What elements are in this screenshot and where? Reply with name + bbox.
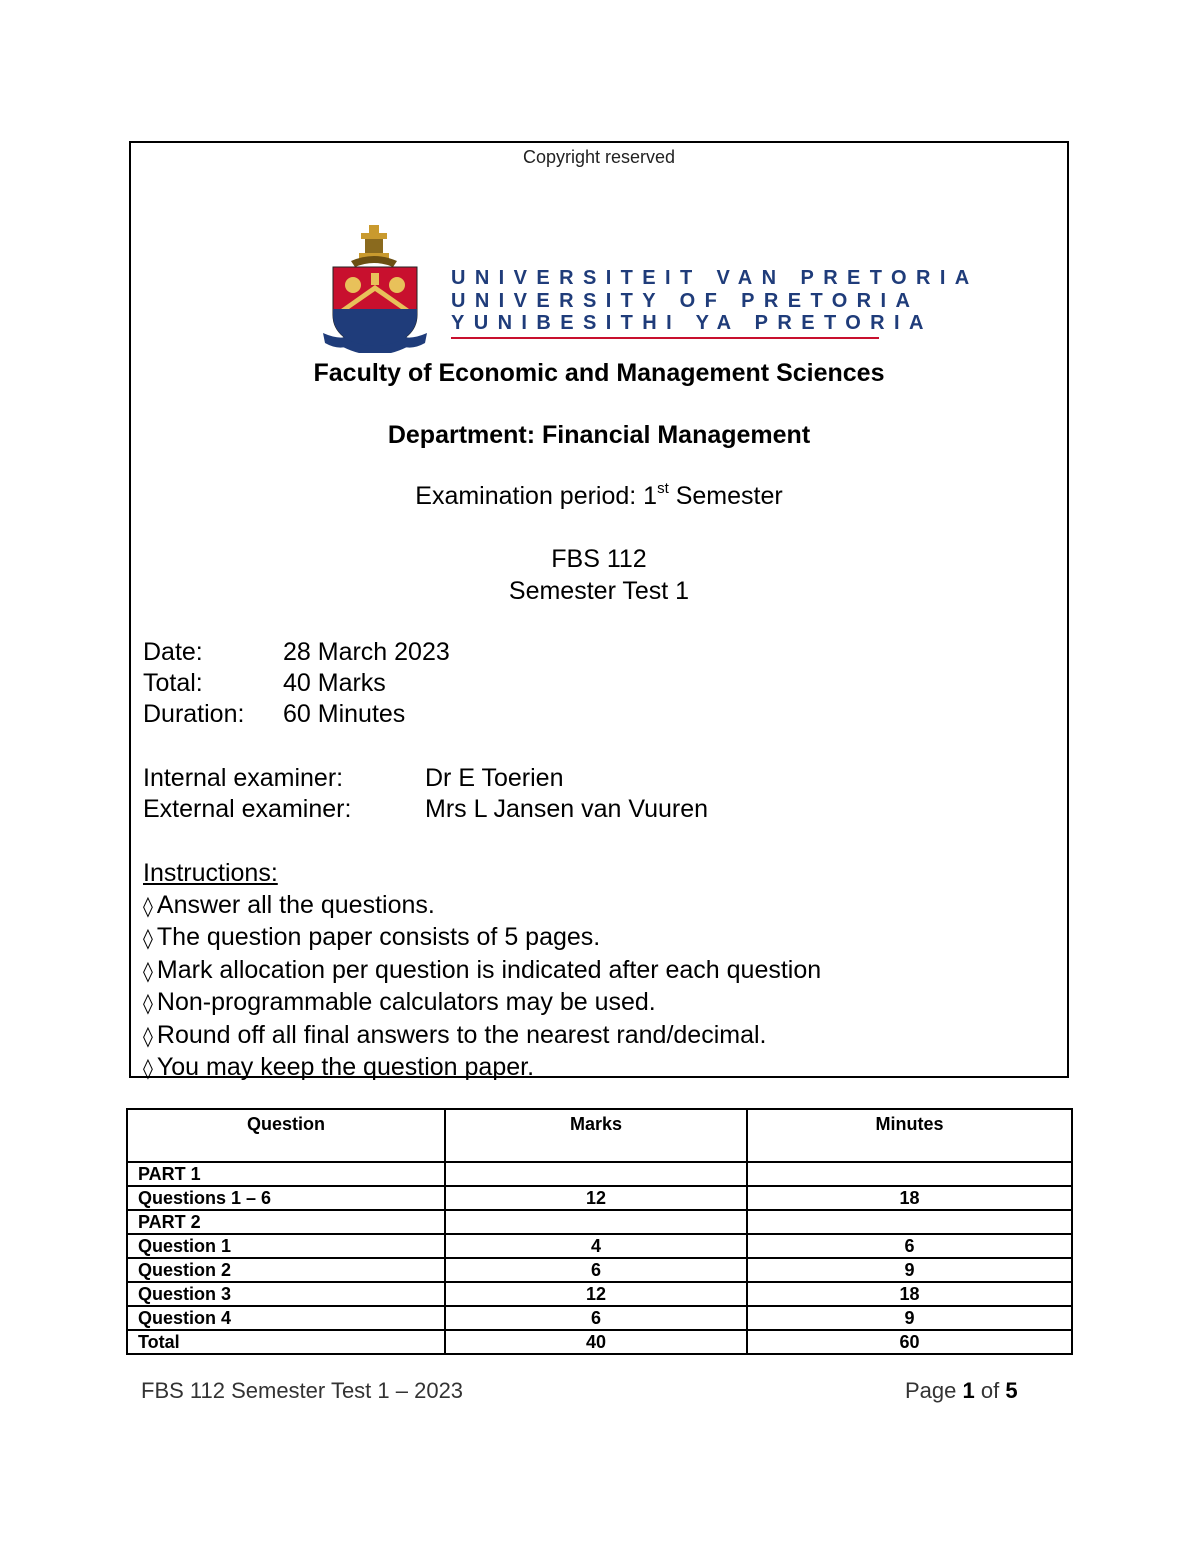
diamond-bullet-icon: ◊ xyxy=(143,958,153,983)
examiner-label: Internal examiner: xyxy=(143,764,344,792)
university-name xyxy=(451,267,979,335)
cover-frame xyxy=(129,141,1069,1081)
examiner-row-external xyxy=(143,794,708,825)
table-row xyxy=(127,1210,1072,1234)
page-label: Page xyxy=(905,1378,963,1403)
examiner-name: Dr E Toerien xyxy=(425,764,564,792)
detail-label: Total: xyxy=(143,669,203,697)
column-header-minutes: Minutes xyxy=(747,1109,1072,1162)
cell-minutes xyxy=(747,1210,1072,1234)
examiners xyxy=(143,763,708,825)
cell-marks xyxy=(445,1210,747,1234)
examiner-row-internal xyxy=(143,763,708,794)
instruction-item xyxy=(143,1052,821,1085)
table-row-total xyxy=(127,1330,1072,1354)
cell-minutes: 60 xyxy=(747,1330,1072,1354)
table-row xyxy=(127,1162,1072,1186)
cell-question: Questions 1 – 6 xyxy=(127,1186,445,1210)
diamond-bullet-icon: ◊ xyxy=(143,1023,153,1048)
page-number xyxy=(905,1378,1018,1404)
examiner-name: Mrs L Jansen van Vuuren xyxy=(425,795,709,823)
diamond-bullet-icon: ◊ xyxy=(143,926,153,950)
detail-value: 40 Marks xyxy=(283,669,386,697)
crest-icon xyxy=(321,223,441,353)
university-name-sepedi: YUNIBESITHI YA PRETORIA xyxy=(451,312,933,334)
diamond-bullet-icon: ◊ xyxy=(143,1056,153,1080)
university-name-afrikaans: UNIVERSITEIT VAN PRETORIA xyxy=(451,267,979,289)
cell-marks: 6 xyxy=(445,1258,747,1282)
cell-marks: 40 xyxy=(445,1330,747,1354)
cell-minutes: 18 xyxy=(747,1186,1072,1210)
cell-marks xyxy=(445,1162,747,1186)
examiner-label: External examiner: xyxy=(143,795,352,823)
university-name-english: UNIVERSITY OF PRETORIA xyxy=(451,289,920,312)
instruction-text: Mark allocation per question is indicated after each question xyxy=(156,955,822,984)
cell-question: Question 4 xyxy=(127,1306,445,1330)
instruction-text: The question paper consists of 5 pages. xyxy=(156,923,601,951)
table-row xyxy=(127,1234,1072,1258)
detail-row-date xyxy=(143,637,450,668)
cell-question: PART 1 xyxy=(127,1162,445,1186)
table-row xyxy=(127,1186,1072,1210)
marks-table xyxy=(126,1108,1073,1355)
cell-minutes: 9 xyxy=(747,1258,1072,1282)
detail-value: 28 March 2023 xyxy=(283,638,450,666)
cell-minutes xyxy=(747,1162,1072,1186)
instructions-heading: Instructions: xyxy=(143,859,278,887)
examination-period xyxy=(131,480,1067,511)
total-pages: 5 xyxy=(1005,1378,1018,1403)
cell-minutes: 9 xyxy=(747,1306,1072,1330)
instruction-text: Answer all the questions. xyxy=(156,890,435,919)
footer-title: FBS 112 Semester Test 1 – 2023 xyxy=(141,1378,464,1403)
detail-label: Date: xyxy=(143,638,203,666)
test-name: Semester Test 1 xyxy=(508,577,690,605)
cell-question: PART 2 xyxy=(127,1210,445,1234)
period-superscript: st xyxy=(657,480,669,497)
university-logo xyxy=(321,223,979,353)
instruction-text: Non-programmable calculators may be used. xyxy=(156,988,656,1016)
faculty-title: Faculty of Economic and Management Sciences xyxy=(313,359,885,387)
course-code: FBS 112 xyxy=(551,545,647,573)
cell-question: Question 2 xyxy=(127,1258,445,1282)
cell-minutes: 6 xyxy=(747,1234,1072,1258)
cell-question: Question 3 xyxy=(127,1282,445,1306)
instruction-item xyxy=(143,890,821,923)
instruction-item xyxy=(143,922,821,955)
cell-marks: 6 xyxy=(445,1306,747,1330)
instruction-text: Round off all final answers to the nearest rand/decimal. xyxy=(156,1020,767,1049)
table-row xyxy=(127,1258,1072,1282)
detail-value: 60 Minutes xyxy=(283,700,406,728)
detail-row-duration xyxy=(143,699,450,730)
of-label: of xyxy=(974,1378,1006,1403)
cell-marks: 12 xyxy=(445,1282,747,1306)
department-title: Department: Financial Management xyxy=(387,421,811,449)
cell-marks: 4 xyxy=(445,1234,747,1258)
cell-minutes: 18 xyxy=(747,1282,1072,1306)
column-header-marks: Marks xyxy=(445,1109,747,1162)
cell-question: Total xyxy=(127,1330,445,1354)
table-row xyxy=(127,1282,1072,1306)
course-block xyxy=(131,543,1067,607)
detail-label: Duration: xyxy=(143,700,245,728)
diamond-bullet-icon: ◊ xyxy=(143,893,153,918)
instructions xyxy=(143,858,821,1085)
copyright-notice: Copyright reserved xyxy=(522,147,676,167)
period-suffix: Semester xyxy=(668,482,783,510)
table-header-row xyxy=(127,1109,1072,1162)
current-page: 1 xyxy=(962,1378,975,1403)
diamond-bullet-icon: ◊ xyxy=(143,991,153,1015)
cell-question: Question 1 xyxy=(127,1234,445,1258)
column-header-question: Question xyxy=(127,1109,445,1162)
test-details xyxy=(143,637,450,730)
cell-marks: 12 xyxy=(445,1186,747,1210)
detail-row-total xyxy=(143,668,450,699)
period-prefix: Examination period: 1 xyxy=(415,482,658,510)
instruction-text: You may keep the question paper. xyxy=(156,1053,535,1081)
table-row xyxy=(127,1306,1072,1330)
logo-underline xyxy=(451,337,879,339)
instruction-item xyxy=(143,955,821,988)
instruction-item xyxy=(143,1020,821,1053)
instruction-item xyxy=(143,987,821,1020)
